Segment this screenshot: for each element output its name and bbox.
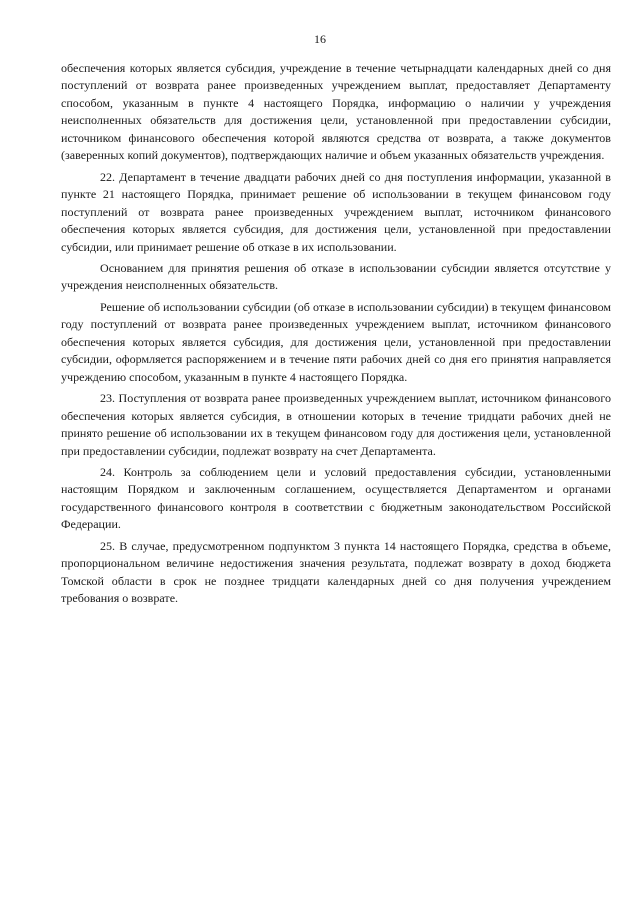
paragraph-continuation: обеспечения которых является субсидия, учреждение в течение четырнадцати календарных дней со дня поступлений от возврата ранее произведенных учреждением выплат, предоставляет Департаменту способом, указанным в пункте 4 настоящего Порядка, информацию о наличии у учреждения неисполненных обязательств для достижения цели, установленной при предоставлении субсидии, источником финансового обеспечения которой являются средства от возврата, а также документов (заверенных копий документов), подтверждающих наличие и объем указанных обязательств учреждения. — [61, 61, 611, 163]
document-body — [61, 60, 611, 612]
page-number: 16 — [314, 32, 326, 46]
paragraph-decision: Решение об использовании субсидии (об отказе в использовании субсидии) в текущем финансовом году поступлений от возврата ранее произведенных учреждением выплат, источником финансового обеспечения которых является субсидия, для достижения цели, установленной при предоставлении субсидии, оформляется распоряжением и в течение пяти рабочих дней со дня его принятия направляется учреждению способом, указанным в пункте 4 настоящего Порядка. — [61, 299, 611, 384]
paragraph-23: 23. Поступления от возврата ранее произведенных учреждением выплат, источником финансового обеспечения которых является субсидия, в отношении которых в течение тридцати рабочих дней не принято решение об использовании их в текущем финансовом году для достижения цели, установленной при предоставлении субсидии, подлежат возврату на счет Департамента. — [61, 391, 611, 458]
paragraph-25: 25. В случае, предусмотренном подпунктом 3 пункта 14 настоящего Порядка, средства в объеме, пропорциональном величине недостижения значения результата, подлежат возврату в доход бюджета Томской области в срок не позднее тридцати календарных дней со дня получения учреждением требования о возврате. — [61, 538, 611, 606]
paragraph-22: 22. Департамент в течение двадцати рабочих дней со дня поступления информации, указанной в пункте 21 настоящего Порядка, принимает решение об использовании в текущем финансовом году поступлений от возврата ранее произведенных учреждением выплат, источником финансового обеспечения которых является субсидия, для достижения цели, установленной при предоставлении субсидии, или принимает решение об отказе в их использовании. — [61, 169, 611, 254]
paragraph-refusal-basis: Основанием для принятия решения об отказе в использовании субсидии является отсутствие у учреждения неисполненных обязательств. — [61, 260, 611, 293]
paragraph-24: 24. Контроль за соблюдением цели и условий предоставления субсидии, установленными настоящим Порядком и заключенным соглашением, осуществляется Департаментом и органами государственного финансового контроля в соответствии с бюджетным законодательством Российской Федерации. — [61, 464, 611, 532]
